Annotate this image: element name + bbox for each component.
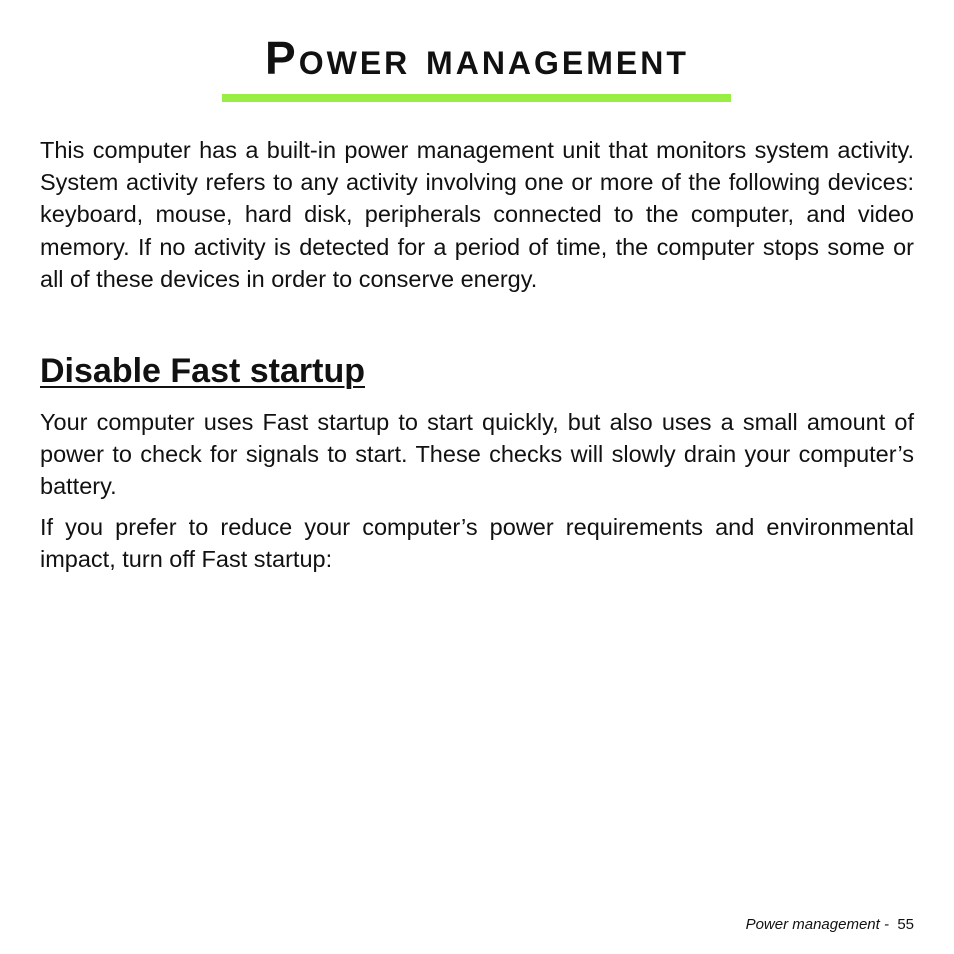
page-title: Power management — [265, 32, 689, 84]
section-heading: Disable Fast startup — [40, 352, 365, 390]
page-number: 55 — [897, 916, 914, 933]
footer-section-label: Power management - — [745, 916, 889, 933]
title-underline-rule — [222, 94, 731, 102]
intro-paragraph: This computer has a built-in power management unit that monitors system activity. System activity refers to any activity involving one or more of the following devices: keyboard, mouse, hard disk, peripherals connected to the computer, and video memory. If no activity is detected for a period of time, the computer stops some or all of these devices in order to conserve energy. — [40, 137, 914, 292]
section-paragraph-1: Your computer uses Fast startup to start quickly, but also uses a small amount of power to check for signals to start. These checks will slowly drain your computer’s battery. — [40, 409, 914, 500]
page-footer — [746, 916, 914, 933]
section-paragraph-2: If you prefer to reduce your computer’s power requirements and environmental impact, turn off Fast startup: — [40, 514, 914, 573]
